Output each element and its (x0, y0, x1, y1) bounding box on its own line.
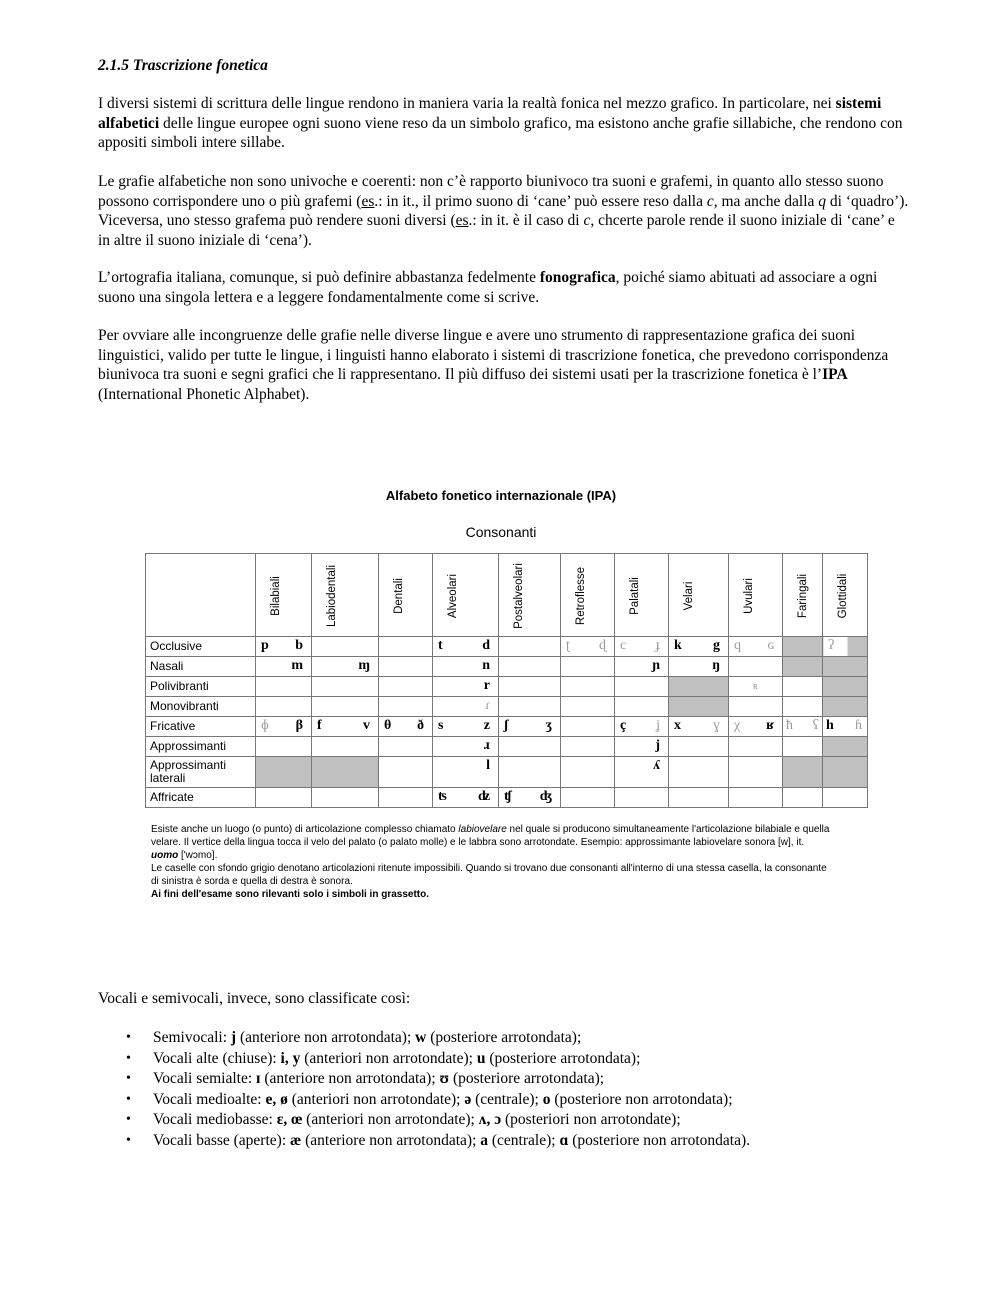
column-header (499, 554, 561, 637)
cell (312, 677, 379, 697)
symbol: ɹ (483, 738, 490, 753)
symbol: ø (280, 1090, 288, 1108)
text: .: in it. è il caso di (468, 212, 584, 229)
cell (256, 677, 312, 697)
symbol: g (713, 638, 720, 653)
text: (anteriori non arrotondate); (300, 1049, 477, 1067)
row-label: Fricative (146, 717, 256, 737)
cell (433, 677, 499, 697)
symbol: i (280, 1049, 285, 1067)
text: , ma anche dalla (713, 192, 819, 210)
cell (729, 717, 783, 737)
cell (312, 788, 379, 808)
cell (379, 737, 433, 757)
column-label: Faringali (797, 573, 809, 619)
cell (561, 637, 615, 657)
column-header (256, 554, 312, 637)
cell (615, 757, 669, 788)
cell (823, 637, 868, 657)
symbol: o (542, 1090, 551, 1108)
text: delle lingue europee ogni suono viene reso da un simbolo grafico, ma esistono anche grafie sillabiche, che rendono con appositi simboli intere sillabe. (98, 114, 903, 151)
cell (379, 697, 433, 717)
symbol: ʦ (438, 789, 448, 804)
row-label: Approssimanti laterali (146, 757, 256, 788)
text: (posteriori non arrotondate); (501, 1111, 681, 1128)
symbol: ɔ (494, 1111, 502, 1128)
symbol: ɪ (256, 1070, 261, 1087)
table-row (146, 717, 868, 737)
symbol: ɦ (855, 718, 862, 733)
symbol: ɾ (485, 698, 490, 713)
text: (anteriori non arrotondate); (287, 1090, 465, 1108)
text: (anteriore non arrotondata); (260, 1070, 440, 1087)
symbol: ħ (786, 718, 793, 733)
column-label: Retroflesse (575, 566, 587, 626)
text: Per ovviare alle incongruenze delle grafie nelle diverse lingue e avere uno strumento di rappresentazione grafica dei suoni linguistici, valido per tutte le lingue, i linguisti hanno elaborato i sistemi di trascrizione fonetica, che prevedono corrispondenza biunivoca tra suoni e segni grafici che li rappresentano. Il più diffuso dei sistemi usati per la trascrizione fonetica è l’ (98, 327, 889, 383)
cell (615, 737, 669, 757)
cell (256, 637, 312, 657)
cell (379, 757, 433, 788)
figure-notes (151, 823, 831, 901)
corner-cell (146, 554, 256, 637)
text: (centrale); (488, 1131, 560, 1149)
text: Semivocali: (153, 1029, 231, 1046)
note-italic: labiovelare (458, 824, 507, 835)
bold-term: fonografica (539, 269, 616, 286)
cell (433, 737, 499, 757)
abbrev: es (455, 212, 469, 229)
symbol: p (261, 638, 269, 653)
text: Vocali basse (aperte): (153, 1131, 291, 1149)
cell (379, 677, 433, 697)
text: (posteriore arrotondata); (485, 1049, 641, 1067)
symbol: ɲ (652, 658, 660, 673)
paragraph-2 (98, 172, 910, 250)
cell (561, 697, 615, 717)
separator: , (272, 1090, 281, 1108)
symbol: ʒ (545, 718, 552, 733)
list-item (153, 1069, 750, 1090)
cell (669, 788, 729, 808)
symbol: l (486, 758, 490, 773)
cell (312, 697, 379, 717)
symbol: ʊ (439, 1070, 450, 1087)
cell (433, 697, 499, 717)
cell (256, 717, 312, 737)
symbol: ɱ (358, 658, 370, 673)
table-row (146, 757, 868, 788)
cell-impossible (669, 677, 729, 697)
symbol: ʕ (812, 718, 819, 733)
abbrev: es (361, 192, 375, 210)
symbol: ɢ (767, 638, 774, 653)
row-label: Occlusive (146, 637, 256, 657)
cell (615, 637, 669, 657)
cell-impossible (669, 697, 729, 717)
cell (561, 657, 615, 677)
cell (312, 637, 379, 657)
note-text: Le caselle con sfondo grigio denotano articolazioni ritenute impossibili. Quando si trovano due consonanti all'interno di una stessa casella, la consonante di sinistra è sorda e quella di destra è sonora. (151, 863, 827, 887)
symbol: ɸ (261, 718, 269, 733)
cell (256, 657, 312, 677)
cell (433, 637, 499, 657)
symbol: ɖ (599, 638, 606, 653)
text: L’ortografia italiana, comunque, si può definire abbastanza fedelmente (98, 269, 540, 286)
cell (312, 657, 379, 677)
symbol: b (295, 638, 303, 653)
cell (669, 717, 729, 737)
cell-impossible (312, 757, 379, 788)
cell (433, 657, 499, 677)
text: (posteriore arrotondata); (426, 1029, 582, 1046)
text: Vocali medioalte: (153, 1090, 266, 1108)
text: .: in it., il primo suono di ‘cane’ può essere reso dalla (374, 192, 707, 210)
bold-term: sistemi alfabetici (98, 95, 882, 132)
cell (783, 737, 823, 757)
cell-impossible (783, 757, 823, 788)
table-row (146, 737, 868, 757)
figure-title: Alfabeto fonetico internazionale (IPA) (385, 488, 617, 503)
column-header (669, 554, 729, 637)
symbol: ʝ (656, 718, 660, 733)
cell (499, 637, 561, 657)
text: (posteriore non arrotondata); (550, 1090, 733, 1108)
cell-impossible (823, 677, 868, 697)
cell (499, 677, 561, 697)
cell (561, 788, 615, 808)
text: I diversi sistemi di scrittura delle lingue rendono in maniera varia la realtà fonica nel mezzo grafico. In particolare, nei (98, 95, 836, 112)
cell (561, 717, 615, 737)
cell-impossible (823, 737, 868, 757)
column-header (615, 554, 669, 637)
symbol: θ (384, 718, 392, 733)
note-text: ['wɔmo]. (178, 850, 218, 861)
cell (615, 677, 669, 697)
cell (433, 757, 499, 788)
symbol: ð (417, 718, 424, 733)
symbol: s (438, 718, 444, 733)
symbol: œ (291, 1111, 303, 1128)
symbol: j (655, 738, 660, 753)
symbol: k (674, 638, 682, 653)
separator: , (486, 1111, 495, 1128)
cell (783, 788, 823, 808)
cell (729, 637, 783, 657)
symbol: ʃ (504, 718, 509, 733)
table-row (146, 677, 868, 697)
symbol: u (476, 1049, 486, 1067)
symbol: ɛ (276, 1111, 284, 1128)
italic-letter: q (818, 192, 827, 210)
text: (anteriore non arrotondata); (301, 1131, 481, 1149)
symbol: x (674, 718, 681, 733)
symbol: h (826, 718, 834, 733)
symbol: j (230, 1029, 237, 1046)
symbol: ŋ (712, 658, 720, 673)
text: (International Phonetic Alphabet). (98, 385, 310, 403)
text: Vocali mediobasse: (153, 1111, 277, 1128)
symbol: ʎ (653, 758, 660, 773)
cell (379, 788, 433, 808)
cell (615, 697, 669, 717)
cell-impossible (783, 657, 823, 677)
symbol: q (734, 638, 741, 653)
cell (499, 757, 561, 788)
column-header (433, 554, 499, 637)
column-label: Alveolari (447, 573, 459, 619)
column-label: Labiodentali (326, 564, 338, 628)
column-header (379, 554, 433, 637)
row-label: Monovibranti (146, 697, 256, 717)
cell-impossible (823, 697, 868, 717)
paragraph-1 (98, 94, 910, 153)
symbol: t (438, 638, 443, 653)
table-row (146, 788, 868, 808)
row-label: Approssimanti (146, 737, 256, 757)
column-header (312, 554, 379, 637)
table-header-row (146, 554, 868, 637)
symbol: r (483, 678, 490, 693)
cell (729, 677, 783, 697)
section-title: 2.1.5 Trascrizione fonetica (98, 57, 268, 74)
cell (729, 757, 783, 788)
cell (312, 717, 379, 737)
symbol: e (265, 1090, 273, 1108)
column-label: Postalveolari (513, 563, 525, 629)
list-item (153, 1110, 750, 1131)
separator: , (283, 1111, 292, 1128)
table-row (146, 697, 868, 717)
symbol: a (480, 1131, 488, 1149)
symbol: ʁ (765, 718, 774, 733)
list-item (153, 1049, 750, 1070)
cell (615, 717, 669, 737)
symbol: ʣ (477, 789, 490, 804)
column-header (823, 554, 868, 637)
text: Vocali alte (chiuse): (153, 1049, 281, 1067)
symbol: β (295, 718, 303, 733)
italic-letter: c (583, 212, 591, 229)
cell (433, 717, 499, 737)
symbol: ʤ (539, 789, 552, 804)
cell (379, 717, 433, 737)
text: Vocali semialte: (153, 1070, 257, 1087)
symbol: ɑ (559, 1131, 569, 1149)
note-example: uomo (151, 850, 179, 861)
column-label: Velari (683, 581, 695, 611)
note-text: nel quale si producono simultaneamente l'articolazione bilabiale e quella velare. Il vertice della lingua tocca il velo del palato (o palato molle) e le labbra sono arrotondate. Esempio: approssimante labiovelare sonora [w], it. (151, 824, 830, 848)
cell (256, 737, 312, 757)
column-header (783, 554, 823, 637)
column-label: Bilabiali (270, 576, 282, 616)
list-item (153, 1028, 750, 1049)
vocals-intro: Vocali e semivocali, invece, sono classificate così: (98, 990, 411, 1007)
cell (499, 697, 561, 717)
row-label: Nasali (146, 657, 256, 677)
cell (499, 657, 561, 677)
table-row (146, 637, 868, 657)
cell (669, 737, 729, 757)
ipa-consonant-table (145, 553, 868, 808)
column-label: Uvulari (743, 578, 755, 614)
row-label: Affricate (146, 788, 256, 808)
cell (783, 697, 823, 717)
cell (823, 788, 868, 808)
separator: , (284, 1049, 293, 1067)
symbol: d (482, 638, 490, 653)
symbol: ɟ (655, 638, 660, 653)
row-label: Polivibranti (146, 677, 256, 697)
cell (499, 737, 561, 757)
cell (783, 717, 823, 737)
cell (499, 788, 561, 808)
symbol: æ (290, 1131, 302, 1149)
cell-impossible (783, 637, 823, 657)
cell (669, 637, 729, 657)
symbol: χ (734, 718, 741, 733)
symbol: ʌ (478, 1111, 487, 1128)
symbol: ɣ (713, 718, 720, 733)
cell (783, 677, 823, 697)
text: (posteriore arrotondata); (449, 1070, 605, 1087)
cell (256, 788, 312, 808)
symbol: v (363, 718, 370, 733)
text: Le grafie alfabetiche non sono univoche e coerenti: non c’è rapporto biunivoco tra suoni e grafemi, in quanto allo stesso suono possono corrispondere uno o più grafemi ( (98, 173, 884, 210)
cell (379, 637, 433, 657)
text: (centrale); (471, 1090, 543, 1108)
cell (615, 788, 669, 808)
column-header (729, 554, 783, 637)
cell-impossible (256, 757, 312, 788)
symbol: z (483, 718, 490, 733)
note-text: Esiste anche un luogo (o punto) di articolazione complesso chiamato (151, 824, 459, 835)
cell (729, 788, 783, 808)
text: (anteriori non arrotondate); (302, 1111, 479, 1128)
note-bold: Ai fini dell'esame sono rilevanti solo i simboli in grassetto. (151, 889, 429, 900)
cell (312, 737, 379, 757)
cell (379, 657, 433, 677)
table-row (146, 657, 868, 677)
symbol: y (292, 1049, 301, 1067)
symbol: w (415, 1029, 427, 1046)
cell (561, 677, 615, 697)
bold-term: IPA (822, 366, 848, 383)
column-label: Dentali (393, 578, 405, 614)
list-item (153, 1131, 750, 1152)
symbol: ç (620, 718, 627, 733)
cell-impossible (823, 757, 868, 788)
list-item (153, 1090, 750, 1111)
text: (anteriore non arrotondata); (236, 1029, 416, 1046)
symbol: ʈ (566, 638, 570, 653)
vocals-list (98, 1028, 750, 1151)
cell (729, 657, 783, 677)
text: di ‘quadro’). Viceversa, uno stesso grafema può rendere suoni diversi ( (98, 192, 909, 229)
cell (256, 697, 312, 717)
symbol: ə (464, 1090, 472, 1108)
symbol: n (482, 658, 490, 673)
column-header (561, 554, 615, 637)
symbol: ʔ (828, 638, 835, 653)
cell (433, 788, 499, 808)
column-label: Glottidali (837, 573, 849, 619)
cell (615, 657, 669, 677)
symbol: m (291, 658, 303, 673)
italic-letter: c (706, 192, 714, 210)
symbol: ʀ (753, 681, 758, 692)
cell (669, 757, 729, 788)
symbol: c (620, 638, 627, 653)
symbol: ʧ (504, 789, 512, 804)
cell-impossible (823, 657, 868, 677)
paragraph-4 (98, 326, 910, 404)
cell (561, 737, 615, 757)
cell (823, 717, 868, 737)
cell (729, 697, 783, 717)
cell (561, 757, 615, 788)
cell (729, 737, 783, 757)
text: (posteriore non arrotondata). (568, 1131, 750, 1149)
cell (669, 657, 729, 677)
symbol: f (317, 718, 322, 733)
paragraph-3 (98, 268, 910, 307)
text: , poiché siamo abituati ad associare a ogni suono una singola lettera e a leggere fondamentalmente come si scrive. (98, 269, 878, 306)
figure-subtitle: Consonanti (465, 524, 537, 540)
cell (499, 717, 561, 737)
text: , chcerte parole rende il suono iniziale di ‘cane’ e in altre il suono iniziale di ‘cena’). (98, 212, 895, 249)
column-label: Palatali (629, 577, 641, 615)
